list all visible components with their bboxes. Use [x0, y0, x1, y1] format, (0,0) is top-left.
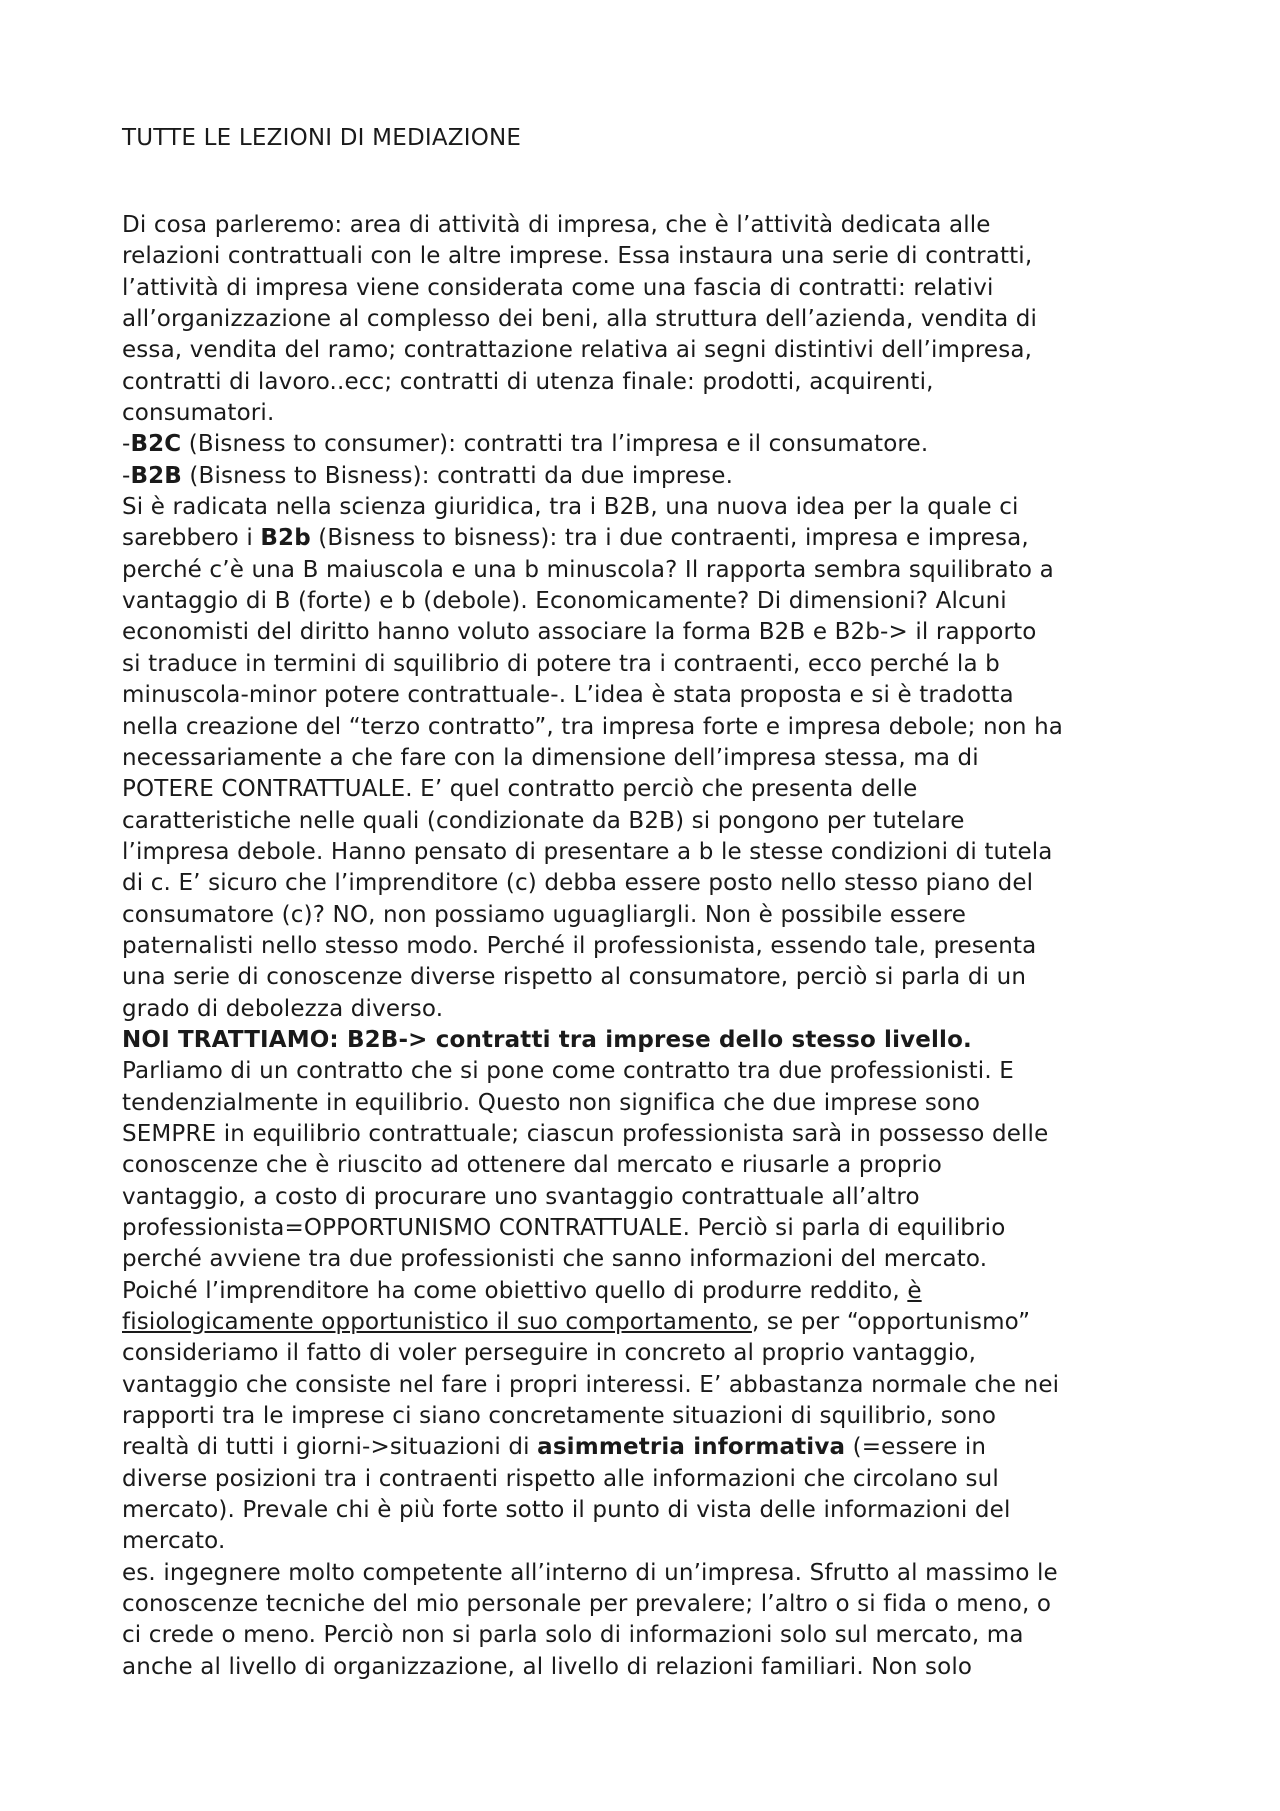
line-text: (=essere in	[845, 1434, 987, 1461]
text-line: perché avviene tra due professionisti che sanno informazioni del mercato.	[122, 1246, 988, 1273]
text-line: conoscenze che è riuscito ad ottenere dal mercato e riusarle a proprio	[122, 1152, 943, 1179]
text-line: diverse posizioni tra i contraenti rispetto alle informazioni che circolano sul	[122, 1465, 999, 1492]
text-line	[122, 429, 1170, 460]
text-line: necessariamente a che fare con la dimensione dell’impresa stessa, ma di	[122, 744, 979, 771]
text-line: conoscenze tecniche del mio personale per prevalere; l’altro o si fida o meno, o	[122, 1591, 1052, 1618]
line-text: -	[122, 431, 131, 458]
text-line: economisti del diritto hanno voluto associare la forma B2B e B2b-> il rapporto	[122, 619, 1037, 646]
line-text: , se per “opportunismo”	[751, 1309, 1031, 1336]
bold-text: B2b	[260, 525, 311, 552]
text-line: ci crede o meno. Perciò non si parla solo di informazioni solo sul mercato, ma	[122, 1622, 1024, 1649]
document-title: TUTTE LE LEZIONI DI MEDIAZIONE	[122, 125, 522, 151]
text-line: l’impresa debole. Hanno pensato di presentare a b le stesse condizioni di tutela	[122, 838, 1053, 865]
text-line	[122, 1276, 1170, 1307]
text-line: di c. E’ sicuro che l’imprenditore (c) debba essere posto nello stesso piano del	[122, 870, 1034, 897]
text-line: consideriamo il fatto di voler perseguire in concreto al proprio vantaggio,	[122, 1340, 977, 1367]
text-line	[122, 1025, 1170, 1056]
text-line: vantaggio di B (forte) e b (debole). Economicamente? Di dimensioni? Alcuni	[122, 588, 1007, 615]
underlined-text: fisiologicamente opportunistico il suo comportamento	[122, 1309, 752, 1336]
text-line: SEMPRE in equilibrio contrattuale; ciascun professionista sarà in possesso delle	[122, 1120, 1049, 1147]
text-line: professionista=OPPORTUNISMO CONTRATTUALE. Perciò si parla di equilibrio	[122, 1215, 1006, 1241]
line-text: (Bisness to Bisness): contratti da due imprese.	[181, 462, 734, 489]
text-line: all’organizzazione al complesso dei beni, alla struttura dell’azienda, vendita di	[122, 306, 1038, 333]
text-line: l’attività di impresa viene considerata come una fascia di contratti: relativi	[122, 274, 994, 301]
text-line: caratteristiche nelle quali (condizionate da B2B) si pongono per tutelare	[122, 807, 965, 834]
bold-text: B2C	[130, 431, 182, 458]
underlined-text: è	[907, 1277, 922, 1304]
text-line: Di cosa parleremo: area di attività di impresa, che è l’attività dedicata alle	[122, 212, 991, 238]
text-line: minuscola-minor potere contrattuale-. L’idea è stata proposta e si è tradotta	[122, 682, 1014, 709]
text-line: Parliamo di un contratto che si pone come contratto tra due professionisti. E	[122, 1058, 1014, 1085]
text-line: nella creazione del “terzo contratto”, tra impresa forte e impresa debole; non ha	[122, 713, 1064, 740]
text-line: es. ingegnere molto competente all’interno di un’impresa. Sfrutto al massimo le	[122, 1559, 1058, 1586]
text-line: vantaggio che consiste nel fare i propri interessi. E’ abbastanza normale che nei	[122, 1371, 1060, 1398]
line-text: (Bisness to bisness): tra i due contraenti, impresa e impresa,	[310, 525, 1029, 552]
text-line: una serie di conoscenze diverse rispetto al consumatore, perciò si parla di un	[122, 964, 1027, 991]
bold-text: NOI TRATTIAMO: B2B-> contratti tra imprese dello stesso livello.	[122, 1026, 972, 1053]
text-line: si traduce in termini di squilibrio di potere tra i contraenti, ecco perché la b	[122, 650, 1000, 677]
text-line: consumatore (c)? NO, non possiamo uguagliargli. Non è possibile essere	[122, 901, 967, 928]
text-line	[122, 1307, 1170, 1338]
text-line	[122, 523, 1170, 554]
bold-text: asimmetria informativa	[537, 1434, 846, 1461]
text-line: grado di debolezza diverso.	[122, 995, 444, 1022]
text-line: tendenzialmente in equilibrio. Questo non significa che due imprese sono	[122, 1089, 981, 1116]
line-text: realtà di tutti i giorni->situazioni di	[122, 1434, 538, 1461]
text-line: anche al livello di organizzazione, al livello di relazioni familiari. Non solo	[122, 1653, 973, 1680]
document-body	[122, 210, 1170, 1683]
text-line: Si è radicata nella scienza giuridica, tra i B2B, una nuova idea per la quale ci	[122, 494, 1019, 521]
text-line	[122, 461, 1170, 492]
bold-text: B2B	[130, 462, 182, 489]
line-text: -	[122, 462, 131, 489]
text-line: mercato). Prevale chi è più forte sotto il punto di vista delle informazioni del	[122, 1497, 1011, 1524]
text-line: paternalisti nello stesso modo. Perché il professionista, essendo tale, presenta	[122, 932, 1037, 959]
text-line: relazioni contrattuali con le altre imprese. Essa instaura una serie di contratti,	[122, 243, 1033, 270]
text-line: contratti di lavoro..ecc; contratti di utenza finale: prodotti, acquirenti,	[122, 368, 934, 395]
text-line: consumatori.	[122, 400, 275, 427]
text-line	[122, 1432, 1170, 1463]
text-line: POTERE CONTRATTUALE. E’ quel contratto perciò che presenta delle	[122, 776, 918, 803]
text-line: vantaggio, a costo di procurare uno svantaggio contrattuale all’altro	[122, 1183, 920, 1210]
line-text: sarebbero i	[122, 525, 261, 552]
text-line: mercato.	[122, 1528, 226, 1555]
line-text: (Bisness to consumer): contratti tra l’impresa e il consumatore.	[181, 431, 929, 458]
text-line: perché c’è una B maiuscola e una b minuscola? Il rapporta sembra squilibrato a	[122, 556, 1054, 583]
text-line: essa, vendita del ramo; contrattazione relativa ai segni distintivi dell’impresa,	[122, 337, 1033, 364]
line-text: Poiché l’imprenditore ha come obiettivo quello di produrre reddito,	[122, 1277, 908, 1304]
text-line: rapporti tra le imprese ci siano concretamente situazioni di squilibrio, sono	[122, 1403, 997, 1430]
